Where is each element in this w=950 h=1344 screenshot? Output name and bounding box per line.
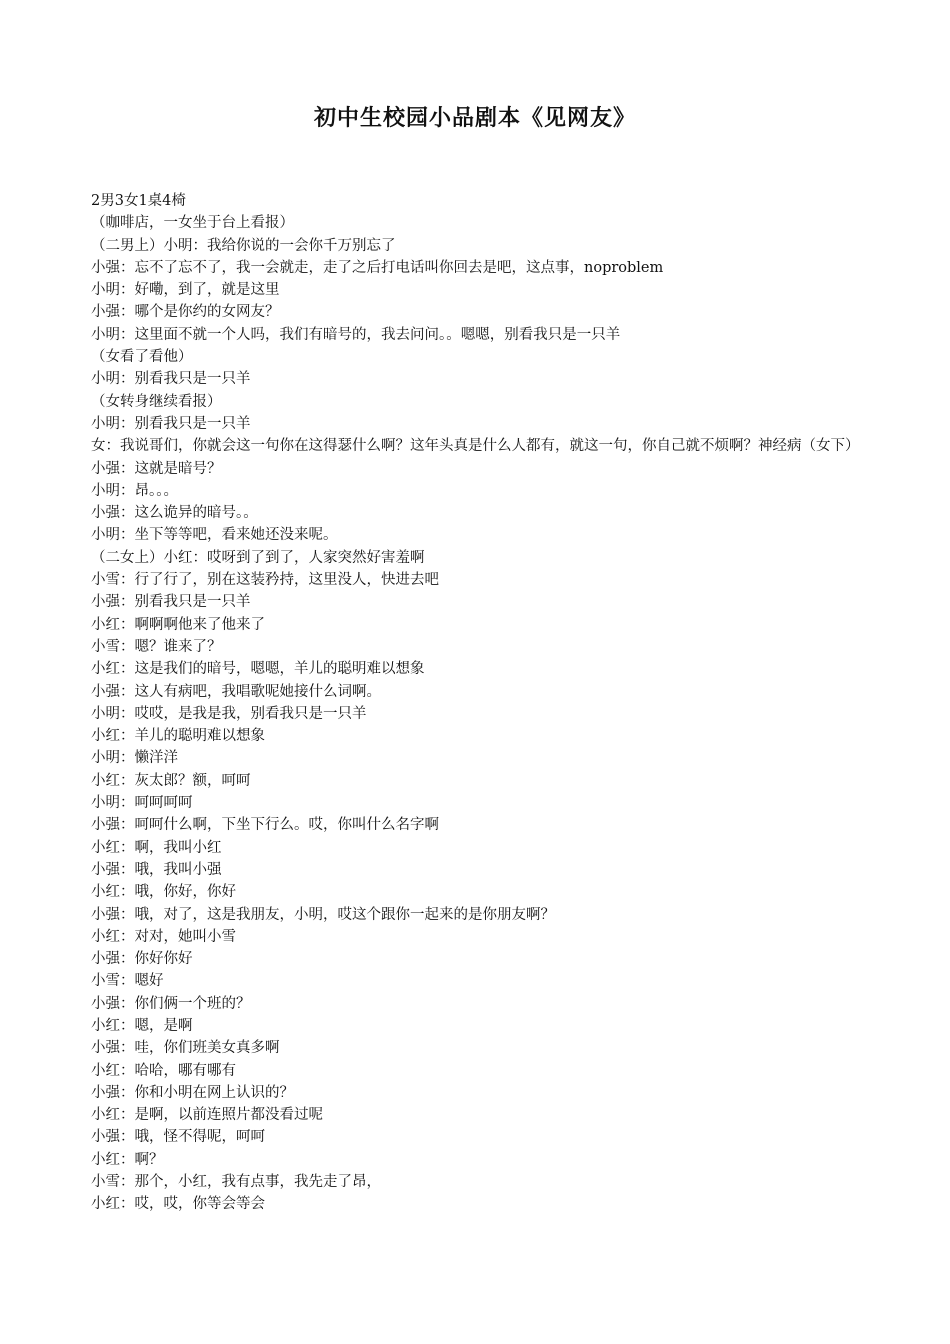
script-line: 小明：懒洋洋 [91,750,178,767]
script-line: 小强：哇，你们班美女真多啊 [91,1040,280,1057]
script-line: 小强：哦，怪不得呢，呵呵 [91,1129,265,1146]
script-line: 小红：灰太郎？额，呵呵 [91,772,251,789]
script-line: 小明：哎哎，是我是我，别看我只是一只羊 [91,705,367,722]
script-line: 小明：别看我只是一只羊 [91,415,251,432]
script-line: 小红：这是我们的暗号，嗯嗯，羊儿的聪明难以想象 [91,661,425,678]
script-line: 小明：这里面不就一个人吗，我们有暗号的，我去问问。。嗯嗯，别看我只是一只羊 [91,326,621,343]
script-line: 小红：啊？ [91,1151,164,1168]
script-line: 小红：哦，你好，你好 [91,884,236,901]
script-line: 小红：嗯，是啊 [91,1017,193,1034]
script-line: 小红：哈哈，哪有哪有 [91,1062,236,1079]
script-line: 小红：啊啊啊他来了他来了 [91,616,265,633]
script-line: 小强：哦，对了，这是我朋友，小明，哎这个跟你一起来的是你朋友啊？ [91,906,555,923]
script-line: （二男上）小明：我给你说的一会你千万别忘了 [91,237,396,254]
script-line: （咖啡店，一女坐于台上看报） [91,215,294,232]
script-line: 小雪：嗯好 [91,973,164,990]
script-line: 小红：啊，我叫小红 [91,839,222,856]
script-line: 小强：你和小明在网上认识的？ [91,1084,294,1101]
script-line: 小强：呵呵什么啊，下坐下行么。哎，你叫什么名字啊 [91,817,439,834]
script-line: 小强：你好你好 [91,951,193,968]
script-line: 小红：是啊，以前连照片都没看过呢 [91,1107,323,1124]
script-line: 小雪：那个，小红，我有点事，我先走了昂， [91,1174,381,1191]
document-title: 初中生校园小品剧本《见网友》 [313,105,636,131]
script-line: 小强：哦，我叫小强 [91,861,222,878]
script-line: 小雪：行了行了，别在这装矜持，这里没人，快进去吧 [91,572,439,589]
script-line: （女转身继续看报） [91,393,222,410]
script-line: 小雪：嗯？谁来了？ [91,638,222,655]
script-line: 小强：这人有病吧，我唱歌呢她接什么词啊。 [91,683,381,700]
script-line: 小红：羊儿的聪明难以想象 [91,728,265,745]
script-line: 小红：哎，哎，你等会等会 [91,1196,265,1213]
script-line: 小强：别看我只是一只羊 [91,594,251,611]
script-line: 小明：昂。。。 [91,482,178,499]
script-line: 小明：呵呵呵呵 [91,795,193,812]
script-line: （二女上）小红：哎呀到了到了，人家突然好害羞啊 [91,549,425,566]
script-line: 女：我说哥们，你就会这一句你在这得瑟什么啊？这年头真是什么人都有，就这一句，你自己就不烦啊？神经病（女下） [91,438,860,455]
script-line: 小强：这么诡异的暗号。。 [91,505,258,522]
script-line: 小强：你们俩一个班的？ [91,995,251,1012]
script-line: （女看了看他） [91,349,193,366]
script-line: 小红：对对，她叫小雪 [91,928,236,945]
script-line: 小明：别看我只是一只羊 [91,371,251,388]
script-line: 小强：哪个是你约的女网友？ [91,304,280,321]
script-line: 小强：忘不了忘不了，我一会就走，走了之后打电话叫你回去是吧，这点事，noproblem [91,259,664,276]
script-body [91,190,881,1216]
script-line: 小强：这就是暗号？ [91,460,222,477]
script-line: 2男3女1桌4椅 [91,193,186,209]
script-line: 小明：坐下等等吧，看来她还没来呢。 [91,527,338,544]
script-line: 小明：好嘞，到了，就是这里 [91,282,280,299]
